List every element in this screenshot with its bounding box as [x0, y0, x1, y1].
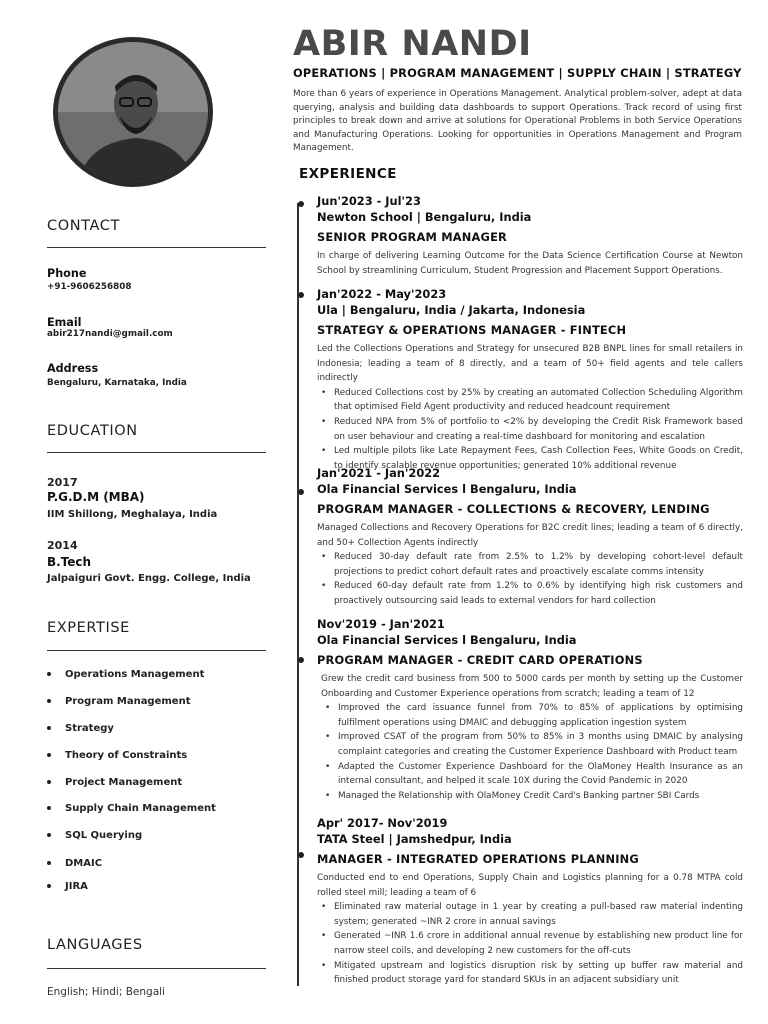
bullet-icon — [47, 726, 51, 730]
education-year: 2017 — [47, 476, 78, 489]
timeline-dot — [298, 292, 304, 298]
experience-entry — [317, 465, 743, 609]
bullet-icon — [47, 780, 51, 784]
job-role: PROGRAM MANAGER - CREDIT CARD OPERATIONS — [317, 653, 643, 667]
job-description: Conducted end to end Operations, Supply Chain and Logistics planning for a 0.78 MTPA cold rolled steel mill; leading a team of 6 — [317, 873, 743, 898]
achievement-item: • Reduced 30-day default rate from 2.5% to 1.2% by developing cohort-level default projections to predict cohort default rates and proactively escalate comms intensity — [317, 550, 743, 579]
experience-entry — [317, 815, 743, 988]
bullet-icon — [47, 833, 51, 837]
job-company: TATA Steel | Jamshedpur, India — [317, 832, 512, 846]
achievement-item: • Mitigated upstream and logistics disruption risk by setting up buffer raw material and finished product storage yard for standard SKUs in an adjacent subsidiary unit — [317, 959, 743, 988]
job-company: Ula | Bengaluru, India / Jakarta, Indonesia — [317, 303, 586, 317]
experience-entry — [317, 286, 743, 473]
experience-entry — [317, 616, 743, 803]
job-role: PROGRAM MANAGER - COLLECTIONS & RECOVERY, LENDING — [317, 502, 710, 516]
timeline-line — [297, 203, 299, 986]
bullet-icon — [47, 753, 51, 757]
phone-label: Phone — [47, 267, 87, 280]
divider — [47, 968, 266, 969]
achievement-item: • Improved the card issuance funnel from 70% to 85% of applications by optimising fulfilment operations using DMAIC and debugging application ingestion system — [321, 701, 743, 730]
education-institution: Jalpaiguri Govt. Engg. College, India — [47, 573, 251, 584]
phone-value[interactable]: +91-9606256808 — [47, 282, 132, 292]
job-company: Ola Financial Services l Bengaluru, India — [317, 482, 577, 496]
education-heading: EDUCATION — [47, 423, 138, 439]
achievement-item: • Eliminated raw material outage in 1 year by creating a pull-based raw material indenting system; generated ~INR 2 crore in annual savings — [317, 900, 743, 929]
bullet-icon — [47, 672, 51, 676]
person-silhouette-icon — [58, 42, 208, 182]
languages-heading: LANGUAGES — [47, 937, 143, 953]
achievement-item: • Adapted the Customer Experience Dashboard for the OlaMoney Health Insurance as an internal consultant, and helped it scale 10X during the Covid Pandemic in 2020 — [321, 760, 743, 789]
timeline-dot — [298, 201, 304, 207]
divider — [47, 452, 266, 453]
expertise-heading: EXPERTISE — [47, 620, 130, 636]
job-company: Ola Financial Services l Bengaluru, India — [317, 633, 577, 647]
job-dates: Jan'2021 - Jan'2022 — [317, 466, 441, 480]
job-role: SENIOR PROGRAM MANAGER — [317, 230, 508, 244]
bullet-icon — [47, 884, 51, 888]
address-label: Address — [47, 362, 99, 375]
profile-summary: More than 6 years of experience in Operations Management. Analytical problem-solver, adept at data querying, analysis and building data dashboards to support Operations. Track record of using first principles to break down and arrive at solutions for Operational Problems in both Service Operations and Manufacturing Operations. Looking for opportunities in Operations Management and Program Management. — [293, 89, 742, 153]
divider — [47, 247, 266, 248]
job-dates: Apr' 2017- Nov'2019 — [317, 816, 448, 830]
achievement-list — [317, 550, 743, 608]
achievement-list — [317, 900, 743, 988]
bullet-icon — [47, 806, 51, 810]
address-value: Bengaluru, Karnataka, India — [47, 378, 187, 388]
job-role: MANAGER - INTEGRATED OPERATIONS PLANNING — [317, 852, 639, 866]
achievement-list — [317, 386, 743, 474]
languages-text: English; Hindi; Bengali — [47, 986, 165, 998]
candidate-name: ABIR NANDI — [293, 24, 532, 64]
achievement-item: • Led multiple pilots like Late Repayment Fees, Cash Collection Fees, White Goods on Credit, to identify scalable revenue opportunities; generated 10% additional revenue — [317, 444, 743, 473]
achievement-list — [317, 701, 743, 803]
achievement-item: • Improved CSAT of the program from 50% to 85% in 3 months using DMAIC by analysing complaint categories and creating the Customer Experience Dashboard with Product team — [321, 730, 743, 759]
timeline-dot — [298, 657, 304, 663]
achievement-item: • Managed the Relationship with OlaMoney Credit Card's Banking partner SBI Cards — [321, 789, 743, 804]
job-dates: Jan'2022 - May'2023 — [317, 287, 447, 301]
achievement-item: • Reduced NPA from 5% of portfolio to <2% by developing the Credit Risk Framework based on user behaviour and creating a real-time dashboard for monitoring and escalation — [317, 415, 743, 444]
job-role: STRATEGY & OPERATIONS MANAGER - FINTECH — [317, 323, 627, 337]
bullet-icon — [47, 861, 51, 865]
experience-heading: EXPERIENCE — [299, 166, 397, 182]
job-description: Led the Collections Operations and Strategy for unsecured B2B BNPL lines for small retailers in Indonesia; leading a team of 8 directly, and a team of 50+ field agents and tele callers indirectly — [317, 344, 743, 384]
education-degree: B.Tech — [47, 555, 92, 569]
job-description: Managed Collections and Recovery Operations for B2C credit lines; leading a team of 6 directly, and 50+ Collection Agents indirectly — [317, 523, 743, 548]
profile-photo — [53, 37, 213, 187]
divider — [47, 650, 266, 651]
experience-entry — [317, 193, 743, 278]
email-value[interactable]: abir217nandi@gmail.com — [47, 329, 173, 339]
timeline-dot — [298, 852, 304, 858]
education-year: 2014 — [47, 539, 78, 552]
achievement-item: • Reduced Collections cost by 25% by creating an automated Collection Scheduling Algorithm that optimised Field Agent productivity and reduced headcount requirement — [317, 386, 743, 415]
job-description: In charge of delivering Learning Outcome for the Data Science Certification Course at Newton School by streamlining Curriculum, Student Progression and Placement Support Operations. — [317, 251, 743, 276]
job-dates: Nov'2019 - Jan'2021 — [317, 617, 445, 631]
education-degree: P.G.D.M (MBA) — [47, 490, 145, 504]
job-company: Newton School | Bengaluru, India — [317, 210, 532, 224]
achievement-item: • Generated ~INR 1.6 crore in additional annual revenue by establishing new product line for narrow steel coils, and developing 2 new customers for the off-cuts — [317, 929, 743, 958]
job-description: Grew the credit card business from 500 to 5000 cards per month by setting up the Customer Onboarding and Customer Experience operations from scratch; leading a team of 12 — [321, 674, 743, 699]
email-label: Email — [47, 316, 82, 329]
education-institution: IIM Shillong, Meghalaya, India — [47, 509, 218, 520]
contact-heading: CONTACT — [47, 218, 120, 234]
job-dates: Jun'2023 - Jul'23 — [317, 194, 421, 208]
tagline: OPERATIONS | PROGRAM MANAGEMENT | SUPPLY CHAIN | STRATEGY — [293, 66, 742, 80]
achievement-item: • Reduced 60-day default rate from 1.2% to 0.6% by identifying high risk customers and proactively outsourcing said leads to external vendors for hard collection — [317, 579, 743, 608]
timeline-dot — [298, 489, 304, 495]
bullet-icon — [47, 699, 51, 703]
